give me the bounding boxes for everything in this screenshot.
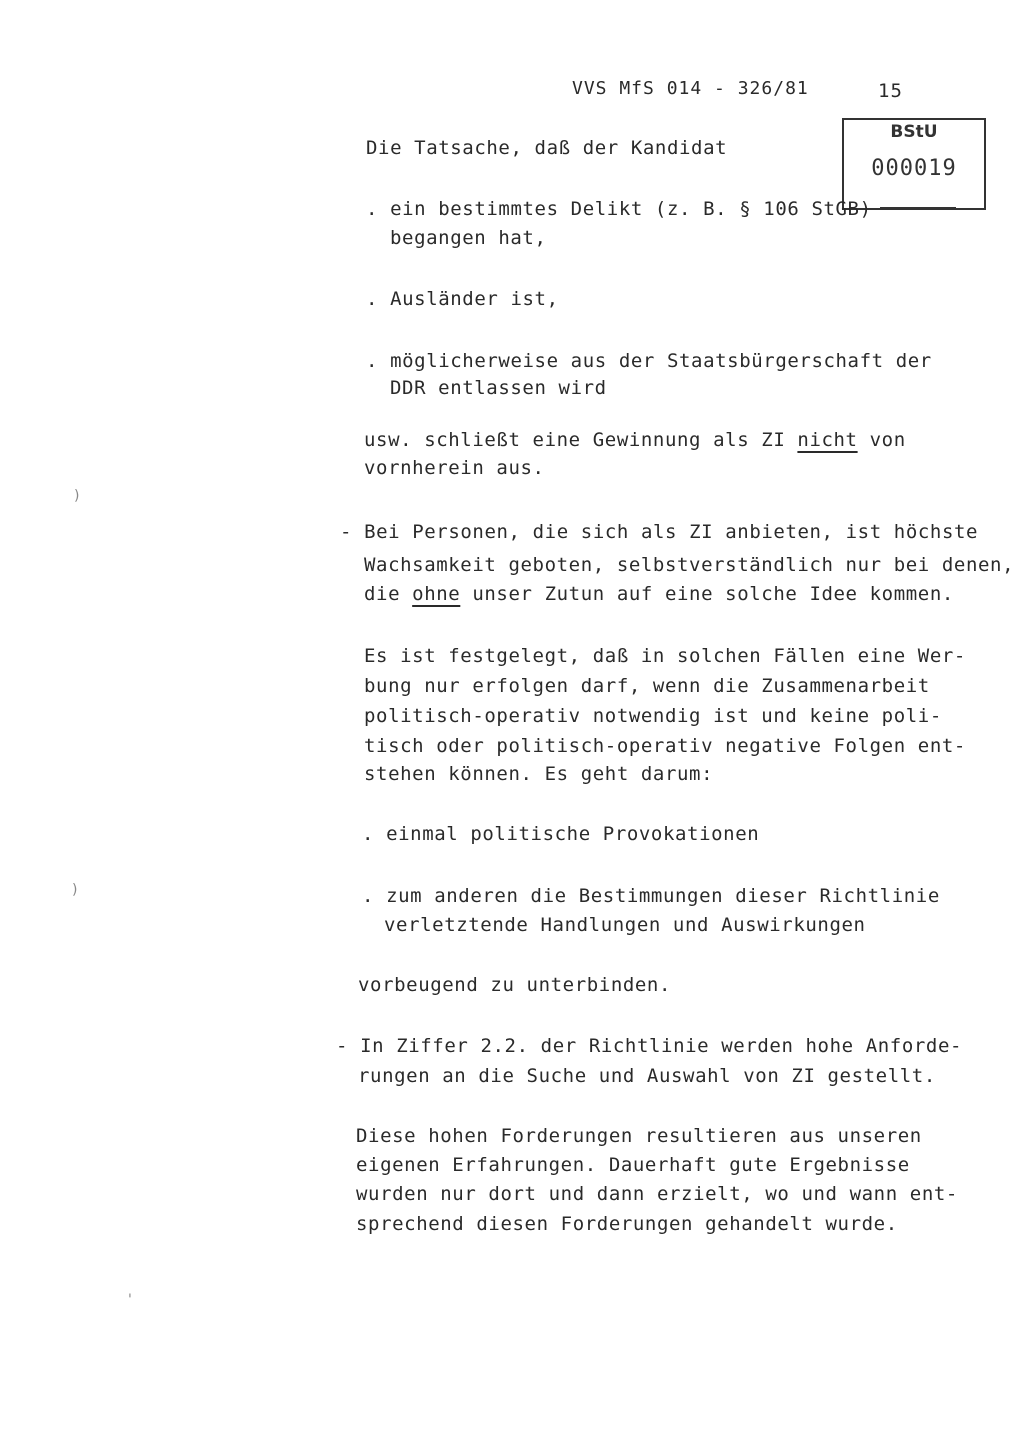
text-line: begangen hat,: [390, 227, 547, 249]
text-segment: unser Zutun auf eine solche Idee kommen.: [460, 583, 954, 605]
paragraph-line: bung nur erfolgen darf, wenn die Zusammenarbeit: [364, 675, 930, 697]
stamp-number: 000019: [871, 156, 957, 181]
paragraph-line: [364, 428, 906, 452]
paragraph-line: Diese hohen Forderungen resultieren aus unseren: [356, 1125, 922, 1147]
text-segment: die: [364, 583, 413, 605]
text-line: Die Tatsache, daß der Kandidat: [366, 137, 728, 159]
paragraph-line: sprechend diesen Forderungen gehandelt wurde.: [356, 1213, 898, 1235]
stamp-label: BStU: [890, 122, 938, 142]
paragraph-line: tisch oder politisch-operativ negative Folgen ent-: [364, 735, 966, 757]
paragraph-line: stehen können. Es geht darum:: [364, 763, 714, 785]
underlined-word: ohne: [412, 583, 461, 605]
bullet-line: . Ausländer ist,: [366, 288, 559, 310]
paragraph-line: politisch-operativ notwendig ist und keine poli-: [364, 705, 942, 727]
scan-mark: ): [74, 488, 80, 504]
paragraph-line: eigenen Erfahrungen. Dauerhaft gute Ergebnisse: [356, 1154, 910, 1176]
text-line: DDR entlassen wird: [390, 377, 607, 399]
dash-item-line: - In Ziffer 2.2. der Richtlinie werden hohe Anforde-: [336, 1035, 963, 1057]
page-number: 15: [878, 80, 903, 102]
stamp-underline: [880, 207, 956, 208]
bullet-line: . einmal politische Provokationen: [362, 823, 760, 845]
document-reference: VVS MfS 014 - 326/81: [572, 78, 809, 99]
paragraph-line: Wachsamkeit geboten, selbstverständlich nur bei denen,: [364, 554, 1015, 576]
text-segment: von: [857, 429, 906, 451]
paragraph-line: Es ist festgelegt, daß in solchen Fällen eine Wer-: [364, 645, 966, 667]
scan-mark: ': [128, 1292, 132, 1308]
paragraph-line: vorbeugend zu unterbinden.: [358, 974, 672, 996]
paragraph-line: wurden nur dort und dann erzielt, wo und wann ent-: [356, 1183, 958, 1205]
paragraph-line: vornherein aus.: [364, 457, 545, 479]
text-segment: usw. schließt eine Gewinnung als ZI: [364, 429, 798, 451]
dash-item-line: - Bei Personen, die sich als ZI anbieten, ist höchste: [340, 521, 979, 543]
bullet-line: . zum anderen die Bestimmungen dieser Richtlinie: [362, 885, 940, 907]
scan-mark: ): [72, 882, 78, 898]
underlined-word: nicht: [797, 429, 858, 451]
text-line: verletztende Handlungen und Auswirkungen: [384, 914, 866, 936]
paragraph-line: [364, 582, 954, 606]
bullet-line: . ein bestimmtes Delikt (z. B. § 106 StGB): [366, 198, 872, 220]
bullet-line: . möglicherweise aus der Staatsbürgerschaft der: [366, 350, 932, 372]
paragraph-line: rungen an die Suche und Auswahl von ZI gestellt.: [358, 1065, 936, 1087]
